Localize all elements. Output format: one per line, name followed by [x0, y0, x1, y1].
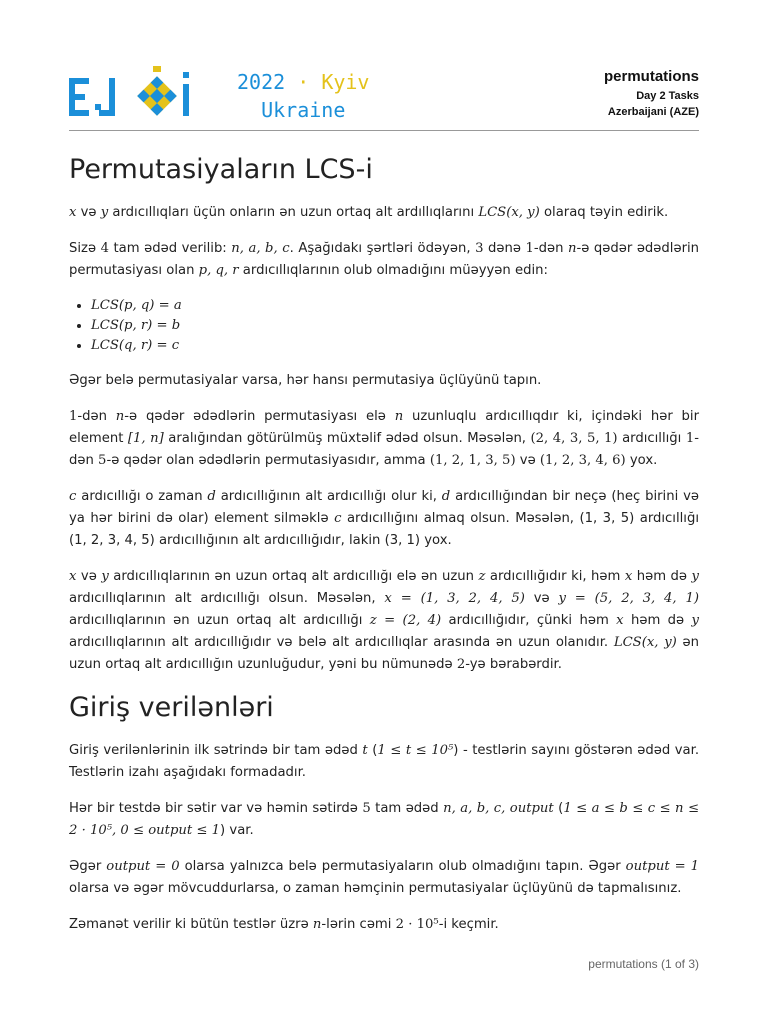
text: (	[367, 743, 378, 758]
math: y	[691, 569, 699, 584]
math: n, a, b, c, output	[443, 801, 554, 816]
math: 1 ≤ t ≤ 10⁵	[377, 743, 454, 758]
math: c	[69, 489, 77, 504]
math: 1	[69, 409, 78, 424]
list-item: • LCS(p, q) = a	[91, 296, 699, 316]
text: həm də	[632, 569, 692, 584]
math: output = 0	[106, 859, 180, 874]
language-label: Azerbaijani (AZE)	[607, 106, 699, 118]
math: LCS(x, y)	[613, 635, 677, 650]
paragraph-task	[69, 238, 699, 282]
paragraph-input-first-line	[69, 740, 699, 784]
math: 5	[362, 801, 371, 816]
text: -lərin cəmi	[321, 917, 396, 932]
conditions-list	[69, 296, 699, 356]
statement-body	[69, 146, 699, 950]
math: n, a, b, c	[231, 241, 290, 256]
header-divider	[69, 130, 699, 131]
text: uzunluqlu ardıcıllıqdır ki, içindəki hər bir element	[69, 409, 700, 446]
math: c	[334, 511, 342, 526]
text: -ə qədər olan ədədlərin permutasiyasıdır, amma	[106, 453, 430, 468]
text: ardıcıllıqlarının ən uzun ortaq alt ardıcıllığı	[69, 613, 370, 628]
text: və	[76, 569, 102, 584]
math: 1	[525, 241, 534, 256]
text: ) var.	[220, 823, 254, 838]
text: ardıcıllığından bir neçə (heç birini və ya hər birini də olar) element silməklə	[69, 489, 700, 526]
text: və	[515, 453, 540, 468]
math: 3	[475, 241, 484, 256]
math: y	[101, 569, 109, 584]
math: (2, 4, 3, 5, 1)	[530, 431, 618, 446]
math: y = (5, 2, 3, 4, 1)	[558, 591, 699, 606]
math: 2 · 10⁵	[395, 917, 439, 932]
text: tam ədəd verilib:	[108, 241, 232, 256]
page-title: Permutasiyaların LCS-i	[69, 154, 373, 185]
text: ardıcıllıqları üçün onların ən uzun ortaq alt ardıllıqlarını	[108, 205, 479, 220]
paragraph-subsequence-def	[69, 486, 699, 552]
event-banner	[237, 68, 369, 124]
text: -yə bərabərdir.	[465, 657, 562, 672]
event-year: 2022	[237, 70, 286, 94]
math: [1, n]	[127, 431, 164, 446]
math: 5	[98, 453, 107, 468]
math: 2	[456, 657, 466, 672]
math: y	[691, 613, 699, 628]
math: x	[69, 205, 77, 220]
text: (	[553, 801, 564, 816]
text: ardıcıllıqlarının alt ardıcıllığıdır və belə alt ardıcıllıqlar arasında ən uzun olanıdır.	[69, 635, 614, 650]
math: n	[115, 409, 125, 424]
text: ardıcıllıqlarının ən uzun ortaq alt ardıcıllığı elə ən uzun	[108, 569, 479, 584]
event-separator: ·	[297, 70, 310, 94]
day-label: Day 2 Tasks	[636, 90, 699, 102]
text: -ə qədər ədədlərin permutasiyası elə	[124, 409, 395, 424]
text: və	[524, 591, 559, 606]
math: z = (2, 4)	[369, 613, 442, 628]
math: (1, 2, 1, 3, 5)	[429, 453, 516, 468]
text: -dən	[69, 431, 700, 468]
math: n	[394, 409, 404, 424]
text: ardıcıllığıdır, çünki həm	[441, 613, 617, 628]
text: Sizə	[69, 241, 101, 256]
text: tam ədəd	[370, 801, 444, 816]
text: ardıcıllığını almaq olsun. Məsələn, (1, 3, 5) ardıcıllığı (1, 2, 3, 4, 5) ardıcıllığının alt ardıcıllığıdır, lakin (3, 1) yox.	[69, 511, 699, 548]
text: olaraq təyin edirik.	[539, 205, 669, 220]
math: y	[100, 205, 109, 220]
event-country: Ukraine	[261, 98, 346, 122]
paragraph-find: Əgər belə permutasiyalar varsa, hər hansı permutasiya üçlüyünü tapın.	[69, 373, 542, 388]
text: -dən	[77, 409, 116, 424]
text: ardıcıllığı o zaman	[76, 489, 208, 504]
math: x = (1, 3, 2, 4, 5)	[384, 591, 525, 606]
text: ) - testlərin sayını göstərən ədəd var. Testlərin izahı aşağıdakı formadadır.	[69, 743, 700, 780]
text: həm də	[623, 613, 692, 628]
math: output = 1	[625, 859, 700, 874]
math: t	[362, 743, 368, 758]
event-city: Kyiv	[321, 70, 370, 94]
text: ardıcıllıqlarının olub olmadığını müəyyən edin:	[238, 263, 548, 278]
ejoi-logo	[69, 64, 193, 116]
math: x	[616, 613, 624, 628]
list-item: • LCS(p, r) = b	[91, 316, 699, 336]
paragraph-permutation-def	[69, 406, 699, 472]
text: yox.	[625, 453, 658, 468]
math: n	[568, 241, 577, 256]
text: olarsa və əgər mövcuddurlarsa, o zaman həmçinin permutasiyalar üçlüyünü də tapmalısınız.	[69, 881, 682, 896]
paragraph-output-flag	[69, 856, 699, 900]
page-header	[69, 62, 699, 124]
math: 4	[100, 241, 109, 256]
text: . Aşağıdakı şərtləri ödəyən,	[289, 241, 476, 256]
math: LCS(x, y)	[478, 205, 540, 220]
text: -dən	[533, 241, 569, 256]
math: (1, 2, 3, 4, 6)	[539, 453, 626, 468]
text: ardıcıllığıdır ki, həm	[485, 569, 625, 584]
math: n	[312, 917, 322, 932]
math: 1 ≤ a ≤ b ≤ c ≤ n ≤ 2 · 10⁵, 0 ≤ output ≤ 1	[69, 801, 699, 838]
text: aralığından götürülmüş müxtəlif ədəd olsun. Məsələn,	[163, 431, 531, 446]
paragraph-lcs-example	[69, 566, 699, 676]
text: ardıcıllığının alt ardıcıllığı olur ki,	[215, 489, 442, 504]
math: x	[624, 569, 633, 584]
math: z	[478, 569, 486, 584]
math: 1	[685, 431, 695, 446]
math: p, q, r	[198, 263, 239, 278]
math: d	[207, 489, 216, 504]
text: ardıcıllıqlarının alt ardıcıllığı olsun. Məsələn,	[69, 591, 385, 606]
task-info	[604, 66, 699, 120]
text: Hər bir testdə bir sətir var və həmin sətirdə	[69, 801, 363, 816]
list-item: • LCS(q, r) = c	[91, 336, 699, 356]
text: ən uzun ortaq alt ardıcıllığın uzunluğudur, yəni bu nümunədə	[69, 635, 699, 672]
text: və	[76, 205, 101, 220]
text: olarsa yalnızca belə permutasiyaların olub olmadığını tapın. Əgər	[179, 859, 626, 874]
paragraph-guarantee	[69, 914, 699, 936]
text: -ə qədər ədədlərin permutasiyası olan	[69, 241, 700, 278]
page-footer: permutations (1 of 3)	[588, 957, 699, 971]
section-title-input: Giriş verilənləri	[69, 692, 274, 723]
text: Əgər	[69, 859, 107, 874]
paragraph-input-test-line	[69, 798, 699, 842]
text: Giriş verilənlərinin ilk sətrində bir tam ədəd	[69, 743, 363, 758]
paragraph-lcs-definition	[69, 202, 699, 224]
text: dənə	[483, 241, 526, 256]
text: ardıcıllığı	[617, 431, 686, 446]
math: d	[441, 489, 451, 504]
task-name: permutations	[603, 68, 699, 85]
text: Zəmanət verilir ki bütün testlər üzrə	[69, 917, 313, 932]
text: -i keçmir.	[438, 917, 499, 932]
math: x	[69, 569, 77, 584]
